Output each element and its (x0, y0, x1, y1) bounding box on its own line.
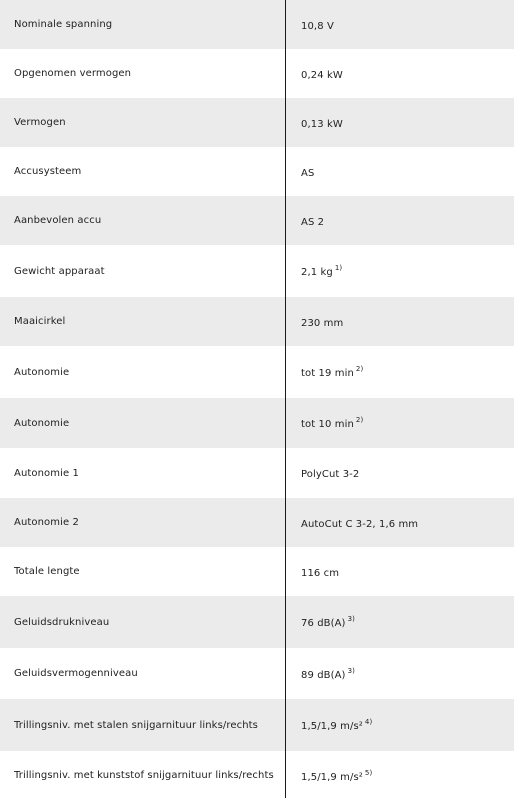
spec-value: tot 10 min (301, 419, 354, 430)
spec-value-cell (285, 769, 514, 783)
spec-label: Autonomie 2 (14, 517, 79, 528)
spec-value-cell (285, 718, 514, 732)
spec-value: 10,8 V (301, 20, 334, 32)
footnote-marker: 1) (334, 264, 343, 272)
footnote-marker: 2) (355, 365, 364, 373)
footnote-marker: 5) (364, 768, 373, 777)
spec-value-cell (285, 67, 514, 81)
column-divider (285, 0, 286, 798)
spec-label: Autonomie (14, 366, 70, 378)
spec-row-power-input (0, 49, 514, 98)
spec-value-cell (285, 18, 514, 32)
spec-value: 0,24 kW (301, 69, 343, 81)
spec-row-battery-system (0, 147, 514, 196)
footnote-marker: 3) (347, 615, 355, 623)
spec-label: Vermogen (14, 117, 66, 128)
spec-value: PolyCut 3-2 (301, 469, 360, 480)
spec-row-vibration-plastic (0, 751, 514, 800)
spec-row-recommended-battery (0, 196, 514, 245)
spec-value-cell (285, 264, 514, 278)
spec-label: Gewicht apparaat (14, 265, 105, 277)
spec-row-weight (0, 245, 514, 297)
footnote-marker: 3) (347, 666, 355, 675)
spec-row-sound-power (0, 648, 514, 699)
spec-label: Geluidsdrukniveau (14, 616, 110, 628)
spec-value-cell (285, 416, 514, 430)
spec-value: 2,1 kg (301, 267, 333, 278)
spec-label: Aanbevolen accu (14, 215, 102, 226)
spec-label: Geluidsvermogenniveau (14, 668, 138, 679)
spec-row-runtime-2 (0, 498, 514, 547)
spec-value: 0,13 kW (301, 118, 343, 130)
spec-value: 1,5/1,9 m/s² (301, 721, 363, 732)
spec-value-cell (285, 315, 514, 329)
spec-row-power (0, 98, 514, 147)
spec-value-cell (285, 116, 514, 130)
spec-value-cell (285, 565, 514, 579)
spec-value: AS 2 (301, 216, 325, 228)
spec-label: Autonomie (14, 417, 70, 429)
spec-row-cutting-circle (0, 297, 514, 346)
spec-value-cell (285, 214, 514, 228)
spec-label: Autonomie 1 (14, 467, 79, 479)
spec-row-runtime-1 (0, 448, 514, 498)
footnote-marker: 4) (364, 718, 373, 726)
spec-value: AutoCut C 3-2, 1,6 mm (301, 518, 419, 530)
spec-row-sound-pressure (0, 596, 514, 648)
spec-row-total-length (0, 547, 514, 596)
spec-row-nominal-voltage (0, 0, 514, 49)
spec-value-cell (285, 365, 514, 379)
spec-value-cell (285, 165, 514, 179)
spec-label: Nominale spanning (14, 19, 113, 30)
spec-value: 89 dB(A) (301, 669, 346, 681)
spec-value: AS (301, 167, 315, 179)
spec-value-cell (285, 516, 514, 530)
spec-value-cell (285, 615, 514, 629)
spec-row-runtime (0, 346, 514, 398)
spec-value: 230 mm (301, 317, 344, 329)
spec-label: Trillingsniv. met stalen snijgarnituur links/rechts (14, 719, 258, 731)
spec-label: Maaicirkel (14, 316, 66, 327)
spec-value: 76 dB(A) (301, 618, 346, 629)
spec-row-vibration-steel (0, 699, 514, 751)
footnote-marker: 2) (355, 416, 364, 424)
spec-value: tot 19 min (301, 368, 354, 379)
spec-value: 1,5/1,9 m/s² (301, 771, 363, 783)
spec-label: Trillingsniv. met kunststof snijgarnituur links/rechts (14, 770, 274, 781)
spec-label: Opgenomen vermogen (14, 68, 132, 79)
spec-value-cell (285, 667, 514, 681)
spec-label: Accusysteem (14, 166, 82, 177)
spec-row-runtime (0, 398, 514, 448)
spec-value: 116 cm (301, 567, 340, 579)
spec-label: Totale lengte (14, 566, 80, 577)
spec-value-cell (285, 466, 514, 480)
